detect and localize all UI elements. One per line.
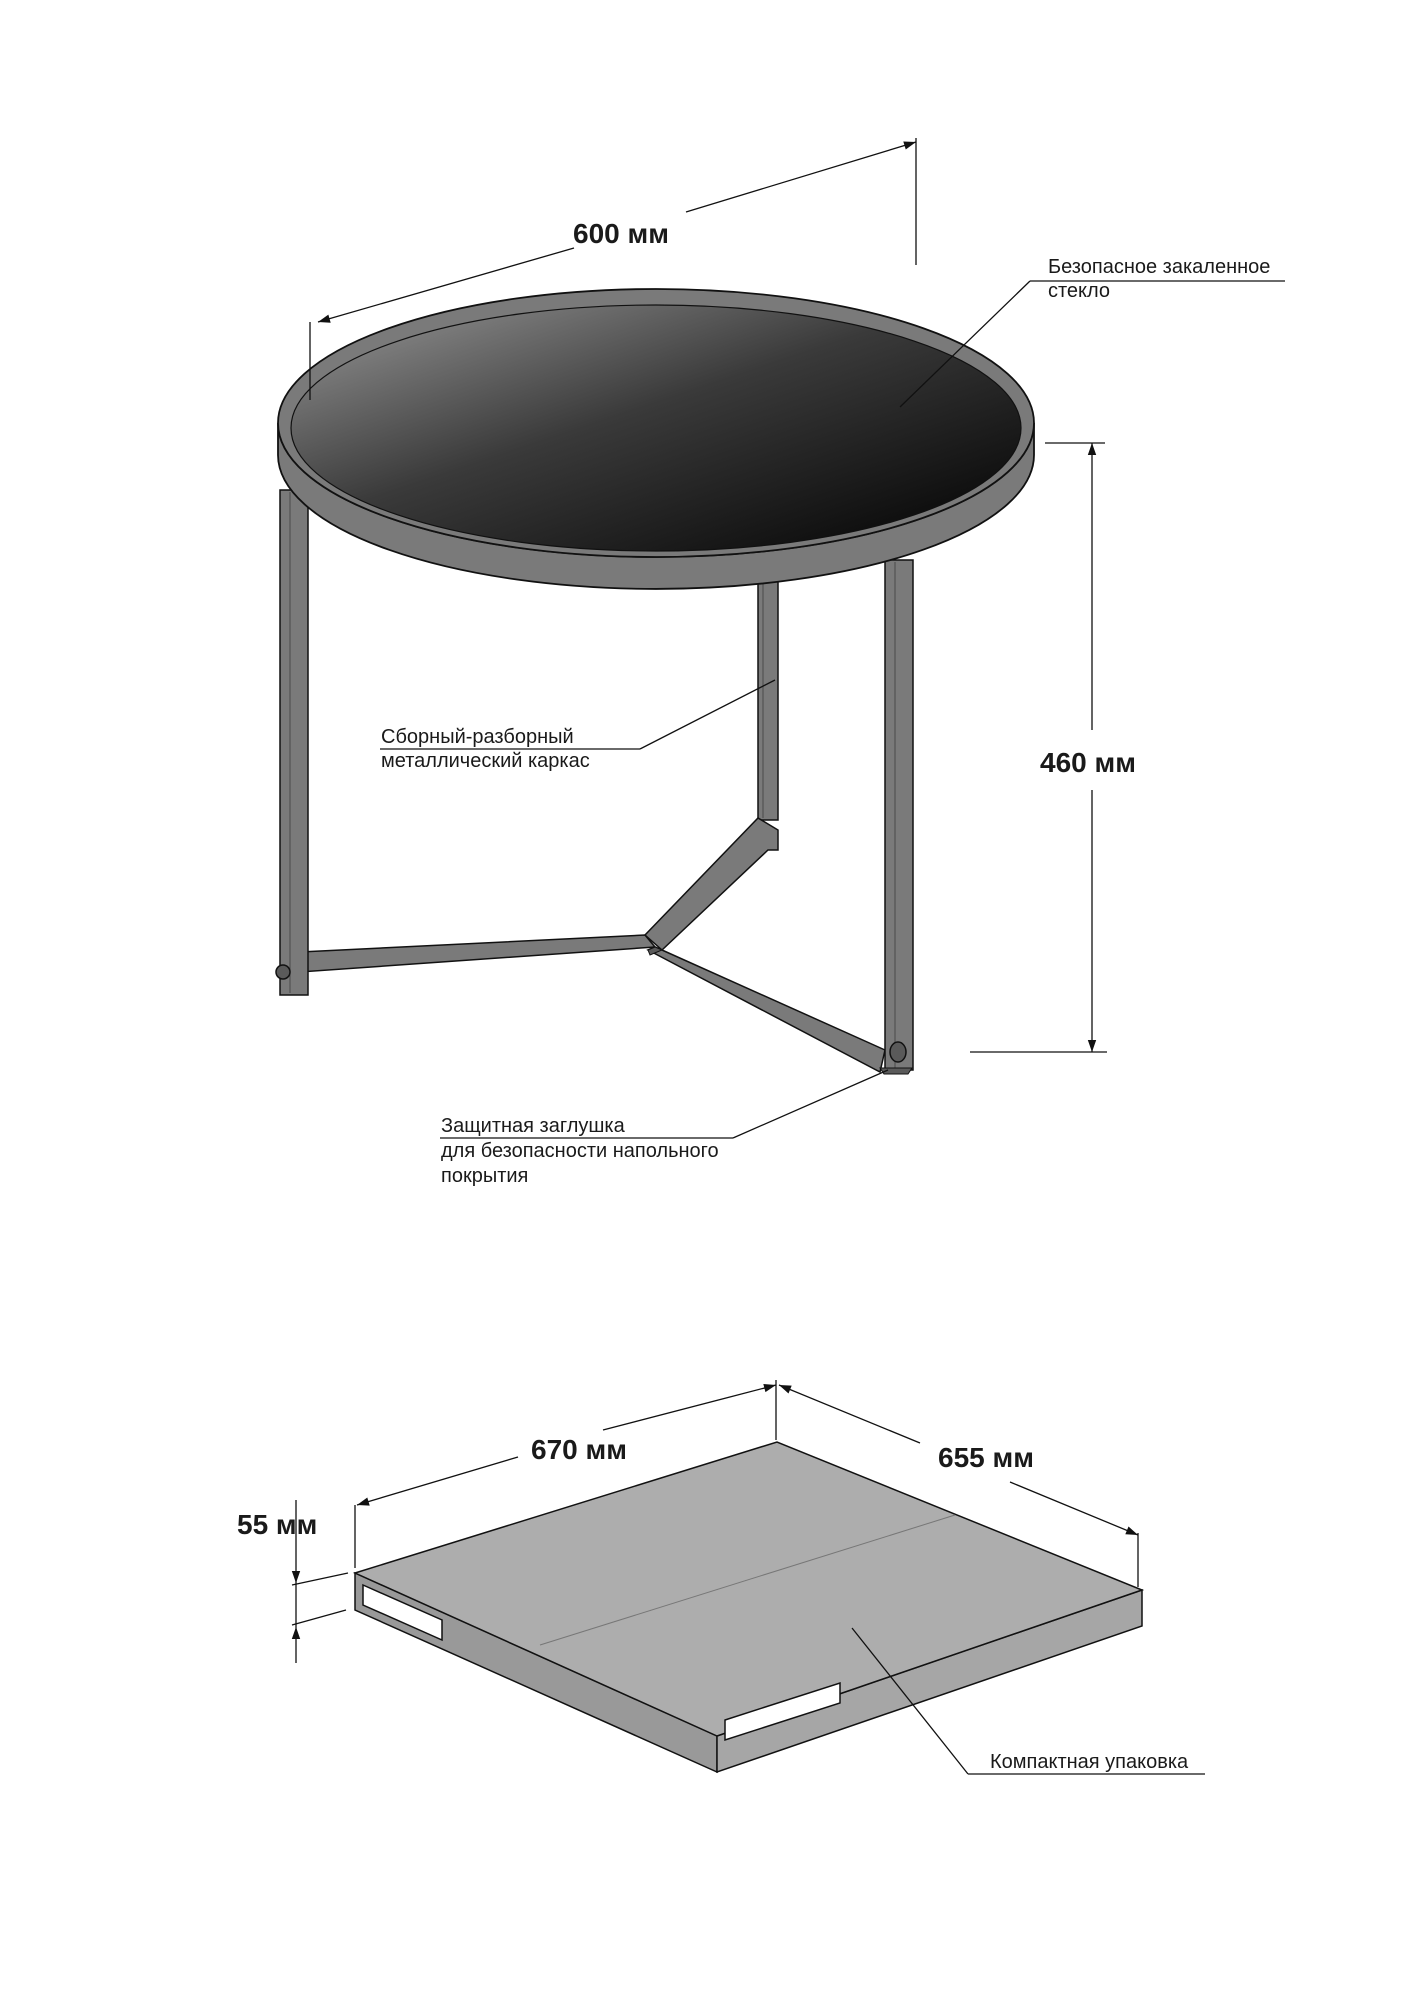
plug-note-line-1: Защитная заглушка (441, 1115, 625, 1137)
table-back-leg (758, 580, 778, 820)
width-dimension-label: 600 мм (573, 218, 669, 249)
table-left-leg (276, 490, 308, 995)
thickness-dimension-label: 55 мм (237, 1509, 318, 1540)
height-dimension-label: 460 мм (1040, 747, 1136, 778)
plug-note-line-3: покрытия (441, 1165, 529, 1187)
frame-note-line-2: металлический каркас (381, 750, 590, 772)
table-drawing (276, 289, 1034, 1074)
thickness-dimension (237, 1500, 348, 1663)
plug-callout (440, 1070, 888, 1187)
glass-note-line-1: Безопасное закаленное (1048, 256, 1271, 278)
plug-note-line-2: для безопасности напольного (441, 1140, 719, 1162)
frame-callout (380, 680, 775, 772)
frame-note-line-1: Сборный-разборный (381, 726, 574, 748)
height-dimension (970, 443, 1136, 1052)
glass-note-line-2: стекло (1048, 280, 1111, 302)
package-drawing (355, 1442, 1142, 1772)
table-base-bars (300, 818, 885, 1072)
package-note: Компактная упаковка (990, 1751, 1189, 1773)
length-dimension-label: 670 мм (531, 1434, 627, 1465)
table-right-leg (880, 560, 913, 1074)
table-top (278, 289, 1034, 589)
glass-top (291, 305, 1021, 551)
depth-dimension-label: 655 мм (938, 1442, 1034, 1473)
